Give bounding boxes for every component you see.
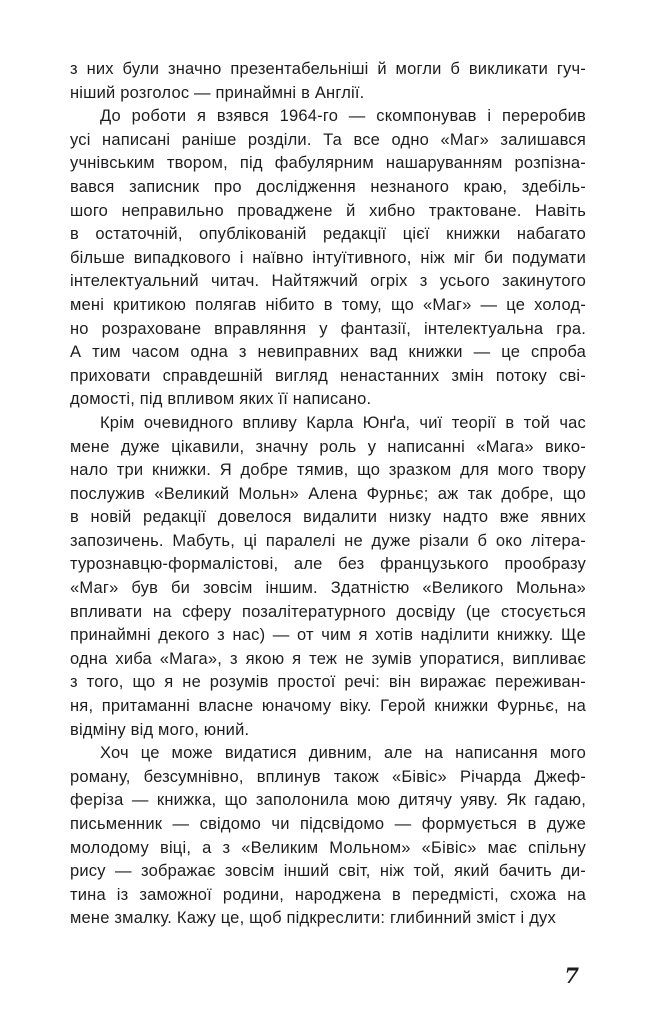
- text-line: принаймні декого з нас) — от чим я хотів наділити книжку. Ще: [70, 626, 586, 645]
- text-line: усі написані раніше розділи. Та все одно «Маг» залишався: [70, 130, 586, 149]
- paragraph: [70, 105, 586, 412]
- text-line: Хоч це може видатися дивним, але на написання мого: [100, 744, 586, 763]
- text-line: послужив «Великий Мольн» Алена Фурньє; аж так добре, що: [70, 484, 586, 503]
- text-line: учнівським твором, під фабулярним нашаруванням розпізна-: [70, 154, 586, 173]
- text-line: тина із заможної родини, народжена в передмісті, схожа на: [70, 885, 586, 904]
- text-line: з них були значно презентабельніші й могли б викликати гуч-: [70, 60, 586, 78]
- text-line: шого неправильно проваджене й хибно трактоване. Навіть: [70, 201, 586, 220]
- text-line: в остаточній, опублікованій редакції цієї книжки набагато: [70, 225, 586, 244]
- text-line: турознавцю-формалістові, але без французького прообразу: [70, 555, 586, 574]
- text-line: в новій редакції довелося видалити низку надто вже явних: [70, 508, 586, 527]
- text-line: одна хиба «Мага», з якою я теж не зумів упоратися, випливає: [70, 649, 586, 668]
- text-line: письменник — свідомо чи підсвідомо — формується в дуже: [70, 815, 586, 833]
- text-line: з того, що я не розумів простої речі: він виражає переживан-: [70, 673, 586, 692]
- text-line: феріза — книжка, що заполонила мою дитячу уяву. Як гадаю,: [70, 791, 586, 810]
- text-line: нало три книжки. Я добре тямив, що зразком для мого твору: [70, 461, 586, 480]
- text-line: но розраховане вправляння у фантазії, інтелектуальна гра.: [70, 319, 586, 338]
- text-block: [70, 58, 586, 931]
- paragraph: [70, 412, 586, 742]
- paragraph: [70, 742, 586, 931]
- text-line: До роботи я взявся 1964-го — скомпонував і переробив: [100, 107, 586, 126]
- text-line: відміну від мого, юний.: [70, 720, 250, 739]
- text-line: більше випадкового і наївно інтуїтивного, ніж міг би подумати: [70, 248, 586, 267]
- text-line: мені критикою полягав нібито в тому, що «Маг» — це холод-: [70, 295, 586, 314]
- page-number: 7: [564, 963, 579, 988]
- text-line: запозичень. Мабуть, ці паралелі не дуже різали б око літера-: [70, 531, 586, 550]
- text-line: «Маг» був би зовсім іншим. Здатністю «Великого Мольна»: [70, 579, 586, 598]
- text-line: інтелектуальний читач. Найтяжчий огріх з усього закинутого: [70, 272, 586, 291]
- text-line: мене змалку. Кажу це, щоб підкреслити: глибинний зміст і дух: [70, 909, 556, 928]
- text-line: впливати на сферу позалітературного досвіду (це стосується: [70, 602, 586, 621]
- paragraph: [70, 58, 586, 105]
- text-line: домості, під впливом яких її написано.: [70, 390, 372, 409]
- text-line: ніший розголос — принаймні в Англії.: [70, 83, 365, 102]
- text-line: Крім очевидного впливу Карла Юнґа, чиї теорії в той час: [100, 413, 586, 432]
- text-line: рису — зображає зовсім інший світ, ніж той, який бачить ди-: [70, 862, 586, 881]
- text-line: мене дуже цікавили, значну роль у написанні «Мага» вико-: [70, 437, 586, 456]
- text-line: А тим часом одна з невиправних вад книжки — це спроба: [70, 343, 586, 362]
- text-line: приховати справдешній вигляд ненастанних змін потоку сві-: [70, 366, 586, 385]
- text-line: ня, притаманні власне юначому віку. Герой книжки Фурньє, на: [70, 697, 586, 716]
- text-line: вався записник про дослідження незнаного краю, здебіль-: [70, 177, 586, 196]
- text-line: роману, безсумнівно, вплинув також «Бівіс» Річарда Джеф-: [70, 767, 586, 786]
- text-line: молодому віці, а з «Великим Мольном» «Бівіс» має спільну: [70, 838, 586, 857]
